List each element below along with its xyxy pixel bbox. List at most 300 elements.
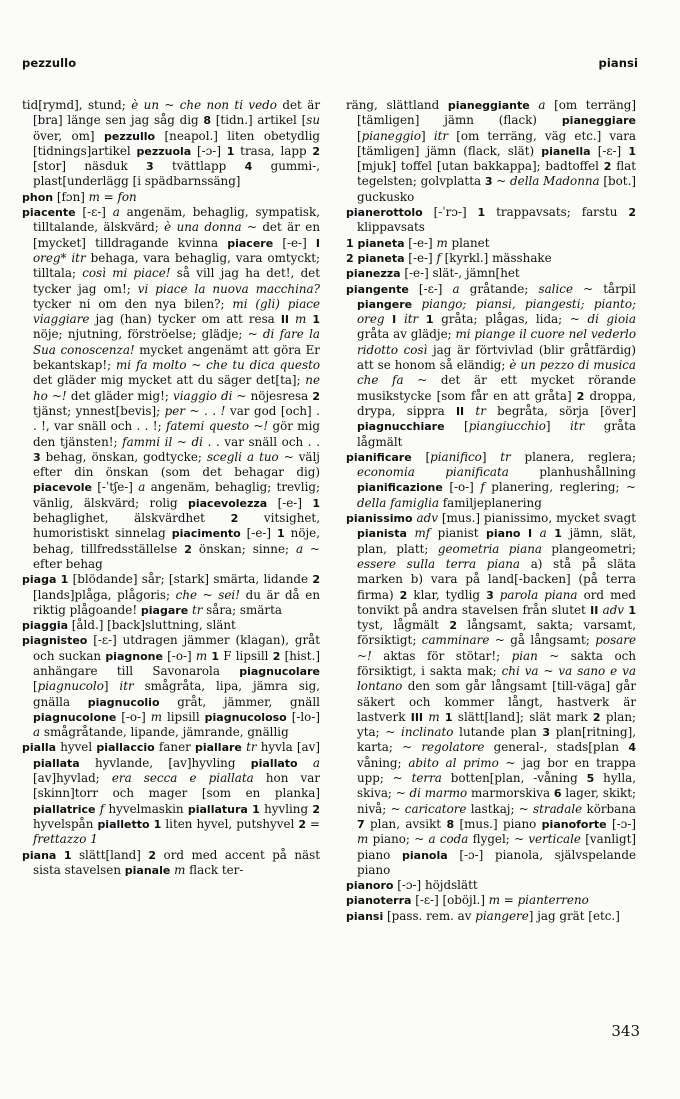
entry-text: gråta av glädje;: [357, 327, 456, 342]
sense-number: 3: [484, 175, 493, 189]
italic-text: fammi il ~ di . .: [122, 434, 220, 449]
entry-text: slätt[land]: [71, 847, 149, 862]
headword: piallatrice: [33, 802, 96, 816]
entry-text: planera, reglera;: [510, 449, 637, 464]
entry-text: [: [444, 419, 469, 434]
italic-text: a: [33, 725, 41, 740]
sense-number: 1: [63, 848, 72, 862]
sense-number: 6: [553, 787, 562, 801]
entry-text: [418, 312, 426, 326]
italic-text: mi (gli) piace viaggiare: [33, 296, 320, 327]
headword: pialletto: [97, 817, 150, 831]
sense-number: 5: [586, 772, 595, 786]
entry-text: [-ɛ-] [oböjl.]: [411, 893, 489, 908]
sense-number: 1: [444, 710, 453, 724]
page-number: 343: [611, 1022, 640, 1040]
dictionary-entry: [346, 450, 636, 511]
italic-text: scegli a tuo ~: [206, 449, 294, 464]
entry-text: general-, stads[plan: [484, 740, 629, 755]
italic-text: tr: [191, 602, 203, 617]
dictionary-entry: [346, 511, 636, 878]
italic-text: m: [436, 235, 448, 250]
entry-text: [-ɛ-]: [408, 281, 453, 296]
entry-text: [412, 297, 421, 311]
dictionary-entry: [346, 893, 636, 908]
entry-text: [lands]plåga, plågoris;: [33, 587, 176, 602]
entry-text: gummi-, plast[underlägg [i spädbarnssäng]: [33, 159, 321, 189]
entry-text: [-ɔ-] pianola, självspelande piano: [357, 847, 636, 877]
headword: piallaccio: [96, 741, 155, 755]
sense-number: 1: [252, 802, 260, 816]
entry-text: hon var [skinn]torr och mager [som en planka]: [33, 771, 321, 801]
italic-text: piangiucchio: [468, 419, 546, 434]
italic-text: m: [428, 709, 440, 724]
headword: pialla: [22, 741, 57, 755]
entry-text: liten hyvel, putshyvel: [161, 816, 299, 831]
italic-text: vi piace la nuova macchina?: [137, 281, 320, 296]
headword: pianerottolo: [346, 206, 423, 220]
sense-number: 2: [399, 588, 408, 602]
italic-text: pianifico: [430, 449, 482, 464]
entry-text: jag är förtvivlad (blir gråtfärdig) att se honom så eländig;: [357, 342, 636, 373]
dictionary-entry: [22, 618, 320, 633]
entry-text: plangeometri;: [542, 541, 636, 556]
italic-text: pianterreno: [517, 893, 589, 908]
headword: 2 pianeta: [346, 251, 405, 265]
entry-text: ]: [103, 679, 120, 694]
entry-text: [-ˈtʃe-]: [92, 480, 139, 495]
entry-text: flack ter-: [185, 862, 244, 877]
headword: pianoterra: [346, 894, 412, 908]
italic-text: fatemi questo ~!: [165, 419, 269, 434]
italic-text: ~ caricatore: [390, 801, 467, 816]
sense-number: II: [280, 313, 289, 327]
italic-text: geometria piana: [437, 541, 543, 556]
entry-text: hyvla [av]: [256, 740, 320, 755]
entry-text: [-ɛ-]: [590, 143, 629, 158]
headword: pianeggiare: [561, 114, 636, 128]
entry-text: [blödande] sår; [stark] smärta, lidande: [68, 572, 313, 587]
entry-text: smågråta, lipa, jämra sig, gnälla: [33, 679, 320, 709]
entry-text: den som går långsamt [till-väga] går säkert och kommer långt, hastverk är lastverk: [357, 679, 636, 724]
sense-number: 3: [146, 160, 154, 174]
entry-text: önskan; sinne;: [191, 541, 296, 556]
entry-text: smågråtande, lipande, jämrande, gnällig: [40, 725, 289, 740]
headword: piacere: [227, 236, 274, 250]
entry-text: angenäm, behaglig; trevlig; vänlig, älskvärd; rolig: [33, 480, 320, 510]
headword: piagnucolio: [87, 695, 160, 709]
headword: pianella: [541, 144, 591, 158]
headword: piaggia: [22, 619, 69, 633]
headword: 1 pianeta: [346, 236, 405, 250]
entry-text: F lipsill: [219, 648, 273, 663]
entry-text: det gläder mig!;: [66, 388, 174, 403]
dictionary-column-right: [346, 98, 636, 924]
dictionary-entry: [346, 205, 636, 236]
headword: piagnisteo: [22, 634, 88, 648]
entry-text: var snäll och . .: [219, 434, 320, 449]
sense-number: 1: [277, 527, 285, 541]
headword: piacente: [22, 206, 76, 220]
sense-number: III: [410, 710, 424, 724]
entry-text: [mus.] pianissimo, mycket svagt: [437, 511, 636, 526]
headword: pianeggiante: [447, 99, 530, 112]
entry-text: [298, 756, 313, 770]
entry-text: botten[plan, -våning: [441, 771, 587, 786]
entry-text: marmorskiva: [467, 786, 554, 801]
entry-text: hyvling: [259, 801, 313, 816]
dictionary-column-left: [22, 98, 320, 878]
italic-text: f: [436, 250, 441, 265]
entry-text: lager, skikt; nivå;: [357, 786, 636, 816]
entry-text: planet: [447, 235, 490, 250]
italic-text: f: [480, 480, 485, 495]
running-head-right: piansi: [598, 56, 638, 70]
italic-text: adv: [416, 511, 438, 526]
entry-text: [-o-]: [162, 648, 196, 663]
italic-text: tr: [500, 449, 511, 464]
entry-text: [56, 848, 63, 862]
headword: piansi: [346, 909, 384, 923]
headword: piagnone: [105, 649, 163, 663]
headword: piagare: [140, 603, 189, 617]
dictionary-entry: [346, 251, 636, 266]
entry-text: flat tegelsten; golvplatta: [357, 159, 637, 189]
headword: pezzullo: [104, 129, 156, 143]
entry-text: så vill jag ha det!, det tycker jag om!;: [33, 266, 320, 296]
italic-text: così mi piace!: [82, 266, 171, 281]
entry-text: körbana: [582, 801, 636, 816]
entry-text: det är en [mycket] tilldragande kvinna: [33, 220, 321, 250]
italic-text: m: [357, 832, 369, 847]
sense-number: II: [455, 404, 465, 418]
headword: pianola: [402, 848, 448, 862]
sense-number: 3: [542, 726, 551, 740]
italic-text: piango; piansi, piangesti; pianto; oreg: [357, 296, 636, 327]
dictionary-entry: [22, 190, 320, 205]
entry-text: [-lo-]: [286, 709, 320, 724]
dictionary-entry: [22, 572, 320, 618]
headword: pezzuola: [136, 144, 192, 158]
italic-text: itr: [403, 312, 419, 327]
entry-text: jämn, slät, plan, platt;: [357, 526, 637, 556]
sense-number: 4: [628, 741, 636, 755]
entry-text: tjänst; ynnest[bevis];: [33, 403, 165, 418]
entry-text: [-ˈrɔ-]: [422, 205, 478, 220]
entry-text: [åld.] [back]sluttning, slänt: [68, 618, 236, 633]
entry-text: det är [bra] länge sen jag såg dig: [33, 98, 321, 128]
sense-number: 2: [592, 710, 601, 724]
italic-text: tr: [475, 403, 486, 418]
sense-number: 1: [425, 313, 434, 327]
entry-text: lastkaj;: [466, 801, 519, 816]
italic-text: ne ho ~!: [33, 373, 320, 403]
entry-text: [: [411, 449, 431, 464]
sense-number: 2: [576, 389, 585, 403]
italic-text: ~ di fare la Sua conoscenza!: [33, 327, 320, 357]
entry-text: ]: [421, 128, 434, 143]
sense-number: 1: [211, 649, 220, 663]
entry-text: angenäm, behaglig, sympatisk, tilltalande, älskvärd;: [33, 205, 320, 235]
entry-text: =: [99, 189, 118, 204]
entry-text: [bot.] guckusko: [357, 174, 636, 204]
italic-text: tr: [246, 740, 257, 755]
sense-number: 1: [628, 603, 636, 617]
entry-text: aktas för stötar!;: [371, 648, 512, 663]
entry-text: klippavsats: [357, 220, 425, 235]
italic-text: essere sulla terra piana: [357, 556, 521, 571]
dictionary-entry: [346, 909, 636, 924]
entry-text: hyvelspån: [33, 816, 98, 831]
entry-text: [-ɔ-]: [191, 143, 227, 158]
italic-text: per ~ . . !: [164, 403, 226, 418]
entry-text: [neapol.] liten obetydlig [tidnings]artikel: [33, 128, 321, 158]
entry-text: a) stå på släta marken b) vara på land[-backen] (på terra firma): [357, 556, 636, 602]
sense-number: 2: [449, 619, 457, 633]
entry-text: det gläder mig mycket att du säger det[ta];: [33, 373, 306, 388]
entry-text: tid[rymd], stund;: [22, 98, 132, 112]
entry-text: välj efter din önskan (som det behagar dig): [33, 449, 320, 480]
entry-text: planering, reglering;: [484, 480, 627, 495]
sense-number: 1: [628, 144, 636, 158]
italic-text: economia pianificata: [357, 465, 509, 480]
entry-text: [: [357, 128, 362, 143]
italic-text: che ~ sei!: [175, 587, 240, 602]
headword: piana: [22, 848, 57, 862]
entry-text: [tidn.] artikel [: [211, 113, 307, 128]
sense-number: 2: [184, 542, 192, 556]
italic-text: a: [452, 281, 460, 296]
headword: phon: [22, 190, 54, 204]
sense-number: 2: [312, 573, 321, 587]
headword: pianoro: [346, 879, 394, 893]
italic-text: ~ di marmo: [395, 786, 468, 801]
entry-text: [fɔn]: [53, 189, 89, 204]
entry-text: [hist.] anhängare till Savonarola: [33, 648, 320, 678]
headword: piangere: [357, 297, 413, 311]
italic-text: è una donna ~: [164, 220, 257, 235]
italic-text: pianeggio: [361, 128, 422, 143]
italic-text: itr: [433, 128, 449, 143]
headword: piacevolezza: [187, 496, 268, 510]
entry-text: hyvelmaskin: [104, 801, 188, 816]
entry-text: mycket angenämt att göra Er bekantskap!;: [33, 342, 320, 373]
headword: piangente: [346, 282, 409, 296]
entry-text: droppa, drypa, sippra: [357, 388, 637, 418]
italic-text: chi va ~ va sano e va lontano: [357, 663, 636, 694]
entry-text: [396, 312, 404, 326]
entry-text: planhushållning: [508, 465, 636, 480]
entry-text: pianist: [430, 526, 487, 541]
italic-text: fon: [117, 189, 137, 204]
entry-text: trasa, lapp: [234, 143, 313, 158]
italic-text: a: [112, 205, 120, 220]
entry-text: långsamt, sakta; varsamt, försiktigt;: [357, 618, 636, 648]
sense-number: 1: [153, 817, 162, 831]
headword: pianificazione: [357, 481, 443, 495]
dictionary-entry: [22, 633, 320, 740]
italic-text: ~ terra: [392, 771, 442, 786]
entry-text: [532, 526, 540, 540]
entry-text: [av]hyvlad;: [33, 771, 112, 786]
headword: piallare: [194, 741, 242, 755]
entry-text: plan; yta;: [357, 709, 636, 740]
italic-text: a: [538, 98, 546, 112]
entry-text: våning;: [357, 755, 409, 770]
entry-text: faner: [154, 740, 195, 755]
sense-number: 4: [244, 160, 253, 174]
italic-text: è un ~ che non ti vedo: [131, 98, 277, 112]
entry-text: [-e-]: [404, 235, 437, 250]
entry-text: behag, önskan, godtycke;: [40, 449, 207, 464]
headword: pianale: [124, 863, 171, 877]
entry-text: nöjesresa: [246, 388, 313, 403]
headword: piagnucolare: [239, 664, 320, 678]
entry-text: gå långsamt;: [504, 633, 596, 648]
entry-text: behaga, vara behaglig, vara omtyckt; tilltala;: [33, 250, 320, 281]
italic-text: m: [88, 189, 100, 204]
entry-text: [mus.] piano: [454, 816, 542, 831]
headword: piallato: [250, 756, 298, 770]
headword: piagnucolone: [33, 710, 117, 724]
italic-text: su: [306, 113, 320, 128]
italic-text: è un pezzo di musica che fa ~: [357, 358, 637, 388]
entry-text: ]: [545, 419, 570, 434]
entry-text: =: [305, 816, 320, 831]
sense-number: 2: [272, 649, 281, 663]
headword: piagnucchiare: [357, 420, 445, 434]
entry-text: [stor] näsduk: [33, 159, 146, 174]
sense-number: I: [528, 527, 533, 541]
dictionary-entry: [22, 740, 320, 847]
italic-text: piangere: [475, 908, 529, 923]
headword: piallatura: [187, 802, 248, 816]
italic-text: itr: [570, 419, 585, 434]
entry-text: hyvel: [56, 740, 97, 755]
entry-text: tvättlapp: [153, 159, 245, 174]
sense-number: I: [392, 313, 397, 327]
entry-text: slätt[land]; slät mark: [452, 709, 593, 724]
entry-text: [kyrkl.] mässhake: [440, 250, 552, 265]
italic-text: frettazzo 1: [33, 832, 98, 847]
dictionary-entry: [22, 98, 320, 190]
entry-text: [464, 404, 475, 418]
entry-text: trappavsats; farstu: [485, 205, 629, 220]
italic-text: posare ~!: [357, 633, 636, 663]
entry-text: jag bor en trappa upp;: [357, 755, 636, 786]
sense-number: 1: [312, 496, 320, 510]
entry-text: såra; smärta: [202, 602, 282, 617]
sense-number: 1: [60, 573, 69, 587]
italic-text: mi piange il cuore nel vederlo ridotto così: [357, 327, 637, 357]
italic-text: ~ stradale: [518, 801, 583, 816]
headword: piaga: [22, 573, 57, 587]
entry-text: [-o-]: [442, 480, 481, 495]
entry-text: klar, tydlig: [407, 587, 487, 602]
headword: piacimento: [171, 527, 241, 541]
sense-number: 1: [477, 206, 486, 220]
entry-text: det är ett mycket rörande musikstycke [som får en att gråta]: [357, 373, 636, 403]
entry-text: familjeplanering: [439, 495, 542, 510]
sense-number: 2: [298, 817, 306, 831]
entry-text: begråta, sörja [över]: [485, 403, 636, 418]
headword: pianista: [357, 527, 407, 541]
dictionary-entry: [346, 98, 636, 205]
entry-text: [-e-]: [267, 495, 313, 510]
entry-text: ord med tonvikt på andra stavelsen från slutet: [357, 587, 637, 617]
entry-text: du är då en riktig plågoande!: [33, 587, 320, 617]
entry-text: [mjuk] toffel [utan bakkappa]; badtoffel: [357, 159, 604, 174]
entry-text: [om terräng, väg etc.] vara [tämligen] jämn (flack, slät): [357, 128, 637, 158]
italic-text: itr: [119, 679, 134, 694]
sense-number: 8: [446, 817, 455, 831]
sense-number: 2: [230, 512, 239, 526]
entry-text: [-e-]: [404, 250, 437, 265]
dictionary-entry: [22, 205, 320, 572]
headword: piano: [486, 527, 521, 541]
entry-text: sakta och försiktigt, i sakta mak;: [357, 648, 636, 678]
headword: pianissimo: [346, 512, 413, 526]
italic-text: ~ verticale: [514, 832, 581, 847]
entry-text: hyvlande, [av]hyvling: [79, 755, 251, 770]
entry-text: [: [33, 679, 38, 694]
entry-text: lipsill: [161, 709, 205, 724]
italic-text: piagnucolo: [37, 679, 104, 694]
entry-text: [-ɔ-]: [606, 816, 636, 831]
italic-text: m: [174, 862, 186, 877]
sense-number: 8: [203, 114, 212, 128]
entry-text: flygel;: [468, 832, 515, 847]
entry-text: ord med accent på näst sista stavelsen: [33, 847, 320, 877]
entry-text: [-e-] slät-, jämn[het: [400, 266, 520, 281]
entry-text: plan, avsikt: [364, 816, 447, 831]
dictionary-entry: [22, 848, 320, 879]
headword: piallata: [33, 756, 80, 770]
entry-text: hylla, skiva;: [357, 771, 637, 801]
italic-text: a: [539, 526, 547, 541]
headword: piagnucoloso: [204, 710, 287, 724]
italic-text: m: [295, 312, 307, 327]
entry-text: [-e-]: [240, 526, 278, 541]
italic-text: salice ~: [538, 281, 594, 296]
entry-text: behaglighet, älskvärdhet: [33, 511, 231, 526]
entry-text: piano;: [368, 832, 415, 847]
sense-number: 2: [603, 160, 612, 174]
dictionary-entry: [346, 878, 636, 893]
entry-text: [521, 526, 529, 540]
sense-number: 1: [312, 313, 320, 327]
sense-number: 1: [554, 527, 562, 541]
entry-text: [-ɔ-] höjdslätt: [393, 878, 478, 893]
entry-text: vitsighet, humoristiskt sinnelag: [33, 511, 320, 541]
headword: pianoforte: [541, 817, 607, 831]
entry-text: [pass. rem. av: [383, 908, 476, 923]
sense-number: 3: [486, 588, 494, 602]
entry-text: var god [och] . . !, var snäll och . . !;: [33, 403, 320, 434]
italic-text: m: [150, 709, 162, 724]
italic-text: ~ regolatore: [402, 740, 485, 755]
entry-text: räng, slättland: [346, 98, 448, 112]
entry-text: [-ɛ-] utdragen jämmer (klagan), gråt och suckan: [33, 633, 320, 663]
headword: pianificare: [346, 450, 412, 464]
entry-text: över, om]: [33, 128, 105, 143]
entry-text: [-o-]: [116, 709, 151, 724]
entry-text: [-e-]: [273, 235, 316, 250]
italic-text: era secca e piallata: [111, 771, 254, 786]
italic-text: ~ inclinato: [385, 725, 454, 740]
entry-text: plan[ritning], karta;: [357, 725, 637, 755]
sense-number: II: [590, 603, 599, 617]
